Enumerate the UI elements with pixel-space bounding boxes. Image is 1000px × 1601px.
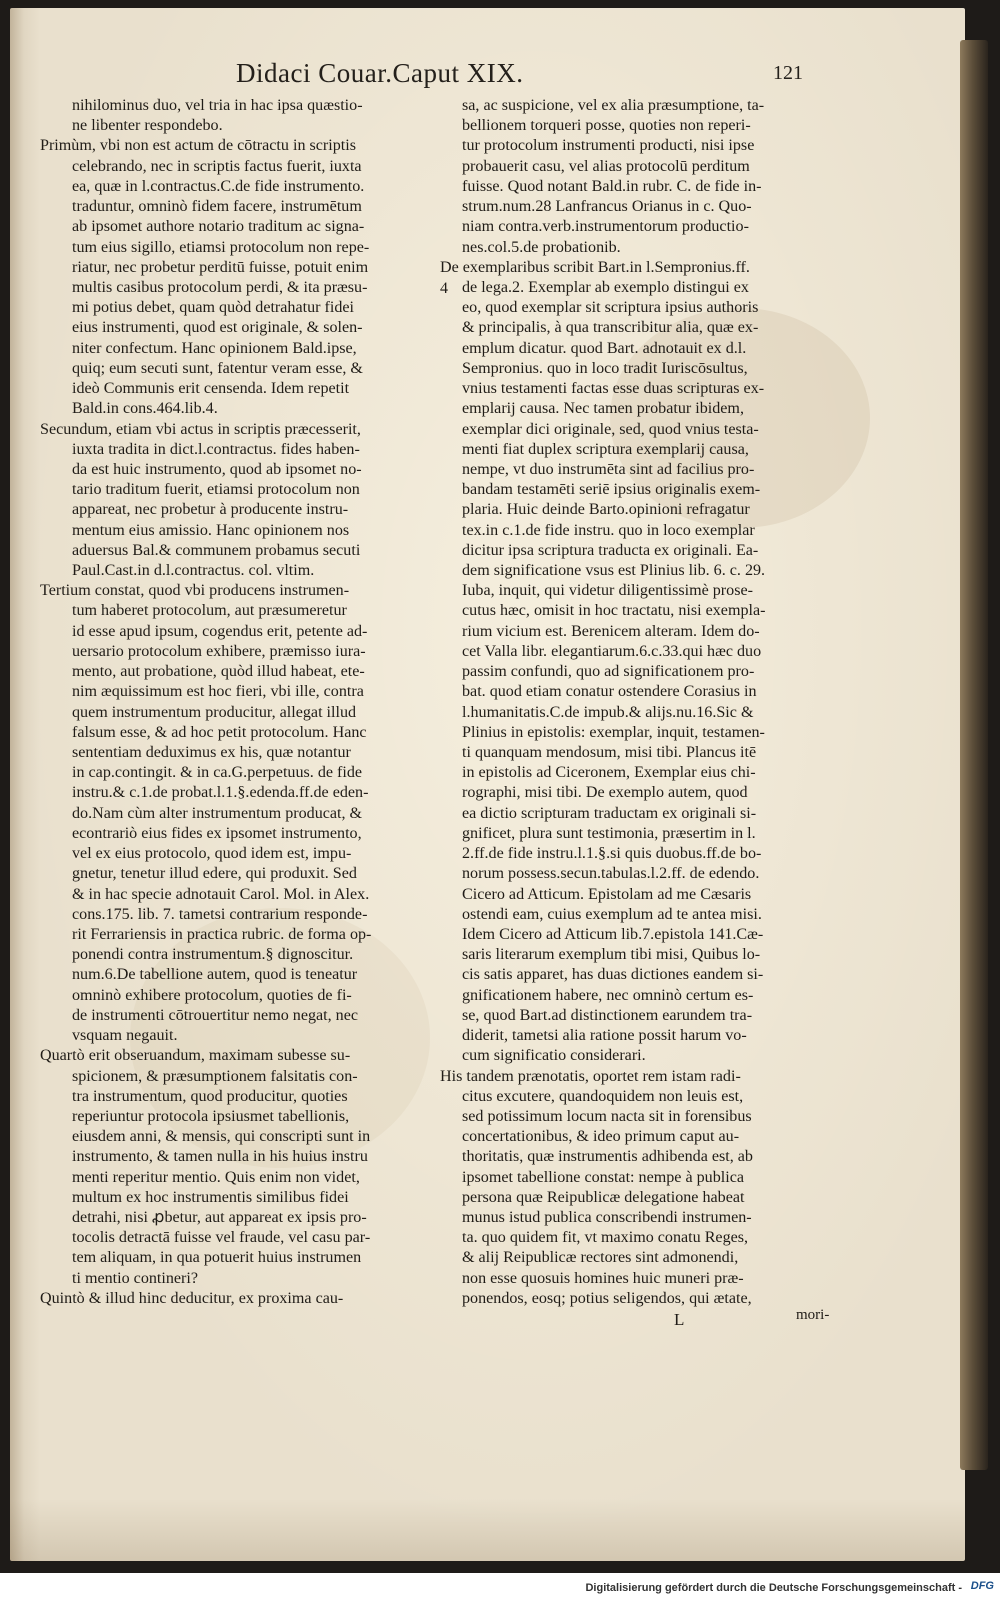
text-line: ideò Communis erit censenda. Idem repetit (72, 380, 350, 398)
text-line: rit Ferrariensis in practica rubric. de forma op- (72, 925, 372, 943)
text-line: multum ex hoc instrumentis similibus fidei (72, 1188, 349, 1206)
text-line: ponendi contra instrumentum.§ dignoscitur. (72, 946, 354, 964)
text-line: gnificationem habere, nec omninò certum es- (462, 986, 754, 1004)
text-line: ostendi eam, cuius exemplum ad te antea misi. (462, 905, 762, 923)
text-line: dicitur ipsa scriptura traducta ex originali. Ea- (462, 541, 759, 559)
text-line: Quartò erit obseruandum, maximam subesse su- (40, 1047, 351, 1065)
text-line: l.humanitatis.C.de impub.& alijs.nu.16.Sic & (462, 703, 754, 721)
text-line: da est huic instrumento, quod ab ipsomet no- (72, 460, 362, 478)
text-line: sa, ac suspicione, vel ex alia præsumptione, ta- (462, 97, 765, 114)
text-line: tocolis detractā fuisse vel fraude, vel casu par- (72, 1229, 371, 1247)
text-line: tum haberet protocolum, aut præsumeretur (72, 602, 347, 620)
text-line: ea, quæ in l.contractus.C.de fide instrumento. (72, 177, 365, 195)
text-line: Plinius in epistolis: exemplar, inquit, testamen- (462, 723, 765, 741)
text-line: riatur, nec probetur perditū fuisse, potuit enim (72, 258, 369, 276)
text-line: Tertium constat, quod vbi producens instrumen- (40, 582, 350, 600)
dfg-logo: DFG (970, 1580, 994, 1592)
text-line: emplarij causa. Nec tamen probatur ibidem, (462, 400, 744, 418)
text-line: diderit, tametsi alia ratione possit harum vo- (462, 1027, 747, 1045)
text-line: ipsomet tabellione constat: nempe à publica (462, 1168, 745, 1186)
text-line: Idem Cicero ad Atticum lib.7.epistola 141.Cæ- (462, 925, 764, 943)
text-line: His tandem prænotatis, oportet rem istam radi- (440, 1067, 741, 1085)
text-line: do.Nam cùm alter instrumentum producat, & (72, 804, 363, 822)
text-line: detrahi, nisi ꝓbetur, aut appareat ex ipsis pro- (72, 1209, 367, 1227)
text-line: Quintò & illud hinc deducitur, ex proxima cau- (40, 1289, 344, 1307)
text-line: omninò exhibere protocolum, quoties de fi- (72, 986, 352, 1004)
text-line: bellionem torqueri posse, quoties non reperi- (462, 117, 751, 135)
text-line: econtrariò eius fides ex ipsomet instrumento, (72, 824, 362, 842)
text-line: Sempronius. quo in loco tradit Iuriscōsultus, (462, 359, 748, 377)
text-line: plaria. Huic deinde Barto.opinioni refragatur (462, 501, 750, 519)
right-text-column (440, 96, 820, 1309)
text-line: se, quod Bart.ad distinctionem earundem tra- (462, 1006, 753, 1024)
text-line: passim confundi, quo ad significationem pro- (462, 663, 755, 681)
text-line: mentum eius amissio. Hanc opinionem nos (72, 521, 350, 539)
text-line: cis satis apparet, has duas dictiones eandem si- (462, 966, 764, 984)
text-line: de lega.2. Exemplar ab exemplo distingui ex (462, 278, 749, 296)
text-line: & in hac specie adnotauit Carol. Mol. in Alex. (72, 885, 370, 903)
text-line: fuisse. Quod notant Bald.in rubr. C. de fide in- (462, 177, 762, 195)
text-line: eo, quod exemplar sit scriptura ipsius authoris (462, 299, 759, 317)
text-line: norum possess.secun.tabulas.l.2.ff. de edendo. (462, 865, 760, 883)
text-line: menti reperitur mentio. Quis enim non videt, (72, 1168, 360, 1186)
text-line: mi potius debet, quam quòd detrahatur fidei (72, 299, 355, 317)
text-line: eius instrumenti, quod est originale, & solen- (72, 319, 363, 337)
text-line: quiq; eum secuti sunt, fatentur veram esse, & (72, 359, 363, 377)
text-line: nihilominus duo, vel tria in hac ipsa quæstio- (72, 97, 363, 114)
text-line: cet Valla libr. elegantiarum.6.c.33.qui hæc duo (462, 642, 762, 660)
text-line: traduntur, omninò fidem facere, instrumētum (72, 198, 362, 216)
text-line: celebrando, nec in scriptis factus fuerit, iuxta (72, 157, 362, 175)
text-line: multis casibus protocolum perdi, & ita præsu- (72, 278, 368, 296)
text-line: bat. quod etiam conatur ostendere Corasius in (462, 683, 757, 701)
text-line: tario traditum fuerit, etiamsi protocolum non (72, 481, 360, 499)
text-line: ne libenter respondebo. (72, 117, 223, 135)
text-line: tum eius sigillo, etiamsi protocolum non repe- (72, 238, 370, 256)
text-line: exemplar dici originale, sed, quod vnius testa- (462, 420, 759, 438)
text-line: Cicero ad Atticum. Epistolam ad me Cæsaris (462, 885, 752, 903)
text-line: cutus hæc, omisit in hoc tractatu, nisi exempla- (462, 602, 766, 620)
text-line: rographi, misi tibi. De exemplo autem, quod (462, 784, 748, 802)
text-line: emplum dicatur. quod Bart. adnotauit ex d.l. (462, 339, 747, 357)
text-line: menti fiat duplex scriptura exemplarij causa, (462, 440, 749, 458)
book-edge (960, 40, 988, 1470)
text-line: vsquam negauit. (72, 1027, 178, 1045)
text-line: sententiam deduximus ex his, quæ notantur (72, 744, 351, 761)
left-text-column (40, 96, 435, 1309)
text-line: instrumento, & tamen nulla in his huius instru (72, 1148, 368, 1166)
text-line: saris literarum exemplum tibi misi, Quibus lo- (462, 946, 761, 964)
text-line: 2.ff.de fide instru.l.1.§.si quis duobus.ff.de bo- (462, 845, 762, 863)
text-line: ta. quo quidem fit, vt maximo conatu Reges, (462, 1229, 749, 1247)
digitization-footer (0, 1573, 1000, 1601)
text-line: ti mentio contineri? (72, 1269, 199, 1287)
text-line: uersario protocolum exhibere, præmisso iura- (72, 642, 366, 660)
text-line: ab ipsomet authore notario traditum ac signa- (72, 218, 365, 236)
text-line: & alij Reipublicæ rectores sint admonendi, (462, 1249, 739, 1267)
text-line: dem significatione vsus est Plinius lib. 6. c. 29. (462, 562, 766, 580)
text-line: reperiuntur protocola ipsiusmet tabellionis, (72, 1107, 350, 1125)
text-line: tur protocolum instrumenti producti, nisi ipse (462, 137, 755, 155)
margin-note: 4 (440, 280, 448, 297)
page-number: 121 (773, 62, 803, 84)
text-line: non esse quosuis homines huic muneri præ- (462, 1269, 744, 1287)
text-line: mento, aut probatione, quòd illud habeat, ete- (72, 663, 365, 681)
text-line: iuxta tradita in dict.l.contractus. fides haben- (72, 440, 360, 458)
catchword: mori- (796, 1307, 830, 1323)
text-line: Iuba, inquit, qui videtur diligentissimè prose- (462, 582, 753, 600)
text-line: rium vicium est. Berenicem alteram. Idem do- (462, 622, 760, 640)
text-line: vnius testamenti factas esse duas scripturas ex- (462, 380, 765, 398)
text-line: vel ex eius protocolo, quod idem est, impu- (72, 845, 352, 863)
text-line: De exemplaribus scribit Bart.in l.Sempronius.ff. (440, 258, 750, 276)
text-line: ponendos, eosq; potius seligendos, qui ætate, (462, 1289, 752, 1307)
text-line: niter confectum. Hanc opinionem Bald.ipse, (72, 339, 357, 357)
text-line: tem aliquam, in qua potuerit huius instrumen (72, 1249, 362, 1267)
text-line: Secundum, etiam vbi actus in scriptis præcesserit, (40, 420, 361, 438)
text-line: & principalis, à qua transcribitur alia, quæ ex- (462, 319, 759, 337)
text-line: ea dictio scripturam traductam ex originali si- (462, 804, 757, 822)
text-line: thoritatis, quæ instrumentis adhibenda est, ab (462, 1148, 753, 1166)
text-line: tra instrumentum, quod producitur, quoties (72, 1087, 348, 1105)
text-line: Paul.Cast.in d.l.contractus. col. vltim. (72, 562, 315, 580)
text-line: falsum esse, & ad hoc petit protocolum. Hanc (72, 723, 367, 741)
text-line: strum.num.28 Lanfrancus Orianus in c. Quo- (462, 198, 752, 216)
text-line: concertationibus, & ideo primum caput au- (462, 1128, 740, 1146)
text-line: cum significatio considerari. (462, 1047, 646, 1065)
text-line: nim æquissimum est hoc fieri, vbi ille, contra (72, 683, 364, 701)
text-line: de instrumenti cōtrouertitur nemo negat, nec (72, 1006, 359, 1024)
text-line: num.6.De tabellione autem, quod is teneatur (72, 966, 358, 984)
running-title: Didaci Couar.Caput XIX. (236, 58, 524, 88)
text-line: sed potissimum locum nacta sit in forensibus (462, 1107, 752, 1125)
text-line: in cap.contingit. & in ca.G.perpetuus. de fide (72, 764, 363, 782)
text-line: quem instrumentum producitur, allegat illud (72, 703, 357, 721)
text-line: spicionem, & præsumptionem falsitatis con- (72, 1067, 358, 1085)
signature-mark: L (674, 1310, 685, 1329)
text-line: nempe, vt duo instrumēta sint ad facilius pro- (462, 460, 755, 478)
text-line: gnificet, plura sunt testimonia, præsertim in l. (462, 824, 756, 842)
text-line: ti quanquam mendosum, misi tibi. Plancus itē (462, 744, 757, 761)
text-line: eiusdem anni, & mensis, qui conscripti sunt in (72, 1128, 371, 1146)
text-line: nes.col.5.de probationib. (462, 238, 621, 256)
text-line: in epistolis ad Ciceronem, Exemplar eius chi- (462, 764, 756, 782)
text-line: munus istud publica conscribendi instrumen- (462, 1209, 752, 1227)
text-line: appareat, nec probetur à producente instru- (72, 501, 349, 519)
text-line: instru.& c.1.de probat.l.1.§.edenda.ff.de eden- (72, 784, 369, 802)
text-line: Primùm, vbi non est actum de cōtractu in scriptis (40, 137, 357, 155)
text-line: tex.in c.1.de fide instru. quo in loco exemplar (462, 521, 755, 539)
footer-credit: Digitalisierung gefördert durch die Deutsche Forschungsgemeinschaft - (585, 1582, 962, 1594)
text-line: Bald.in cons.464.lib.4. (72, 400, 218, 418)
text-line: id esse apud ipsum, cogendus erit, petente ad- (72, 622, 368, 640)
text-line: gnetur, tenetur illud edere, qui produxit. Sed (72, 865, 357, 883)
text-line: aduersus Bal.& communem probamus secuti (72, 541, 361, 559)
text-line: cons.175. lib. 7. tametsi contrarium responde- (72, 905, 368, 923)
text-line: bandam testamēti seriē ipsius originalis exem- (462, 481, 761, 499)
text-line: probauerit casu, vel alias protocolū perditum (462, 157, 750, 175)
text-line: citus excutere, quandoquidem non leuis est, (462, 1087, 744, 1105)
text-line: niam contra.verb.instrumentorum productio- (462, 218, 749, 236)
text-line: persona quæ Reipublicæ delegatione habeat (462, 1188, 745, 1206)
